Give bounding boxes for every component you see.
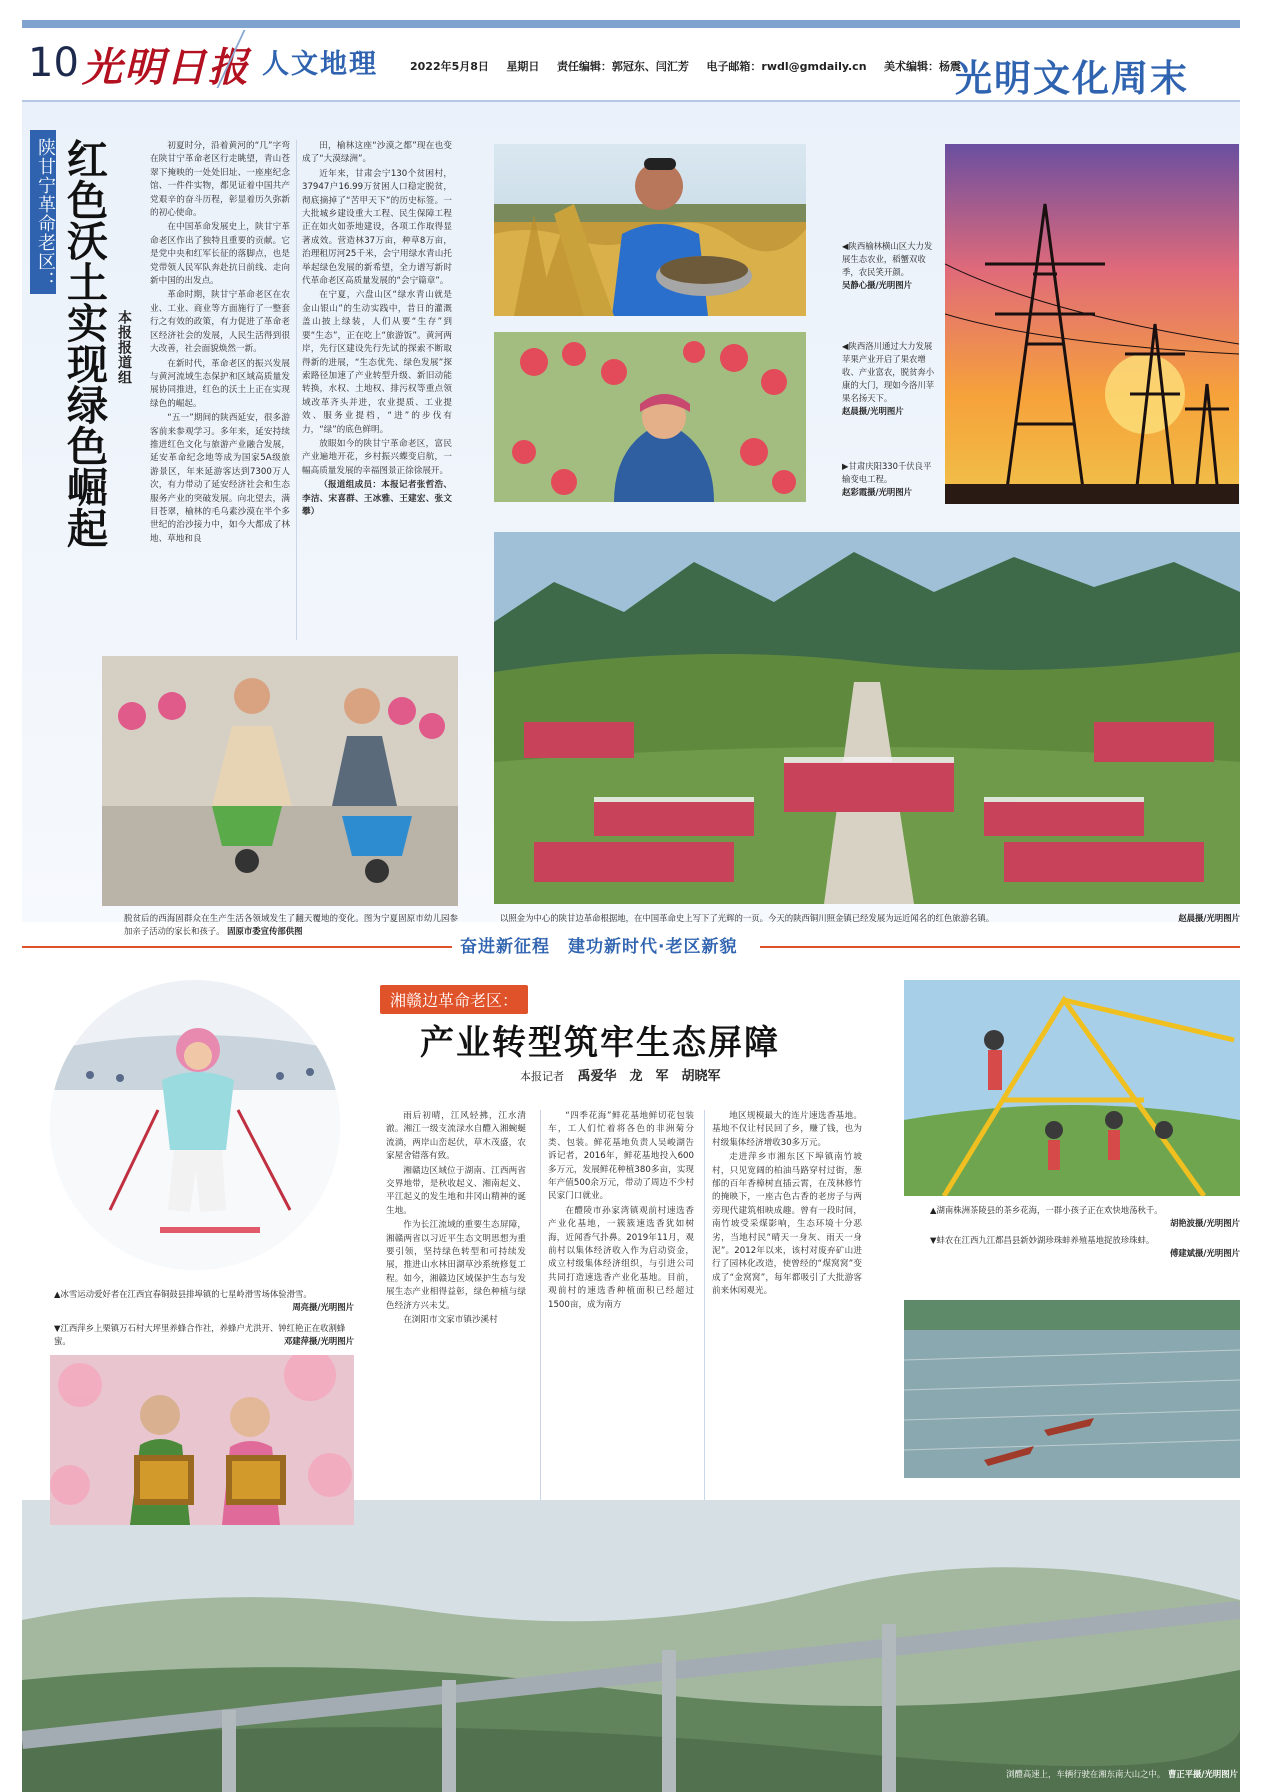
paragraph: 雨后初晴，江风轻拂，江水清澈。湘江一级支流渌水自醴入湘蜿蜒流淌，两岸山峦起伏，草木茂盛，农家屋舍错落有致。 bbox=[386, 1111, 526, 1162]
header-email: 电子邮箱：rwdl@gmdaily.cn bbox=[706, 60, 867, 73]
farmer-caption: ◀陕西榆林横山区大力发展生态农业，稻蟹双收季，农民笑开颜。 吴静心摄/光明图片 bbox=[842, 241, 933, 290]
paragraph: 在浏阳市文家市镇沙溪村 bbox=[403, 1315, 498, 1326]
aerial-caption: 以照金为中心的陕甘边革命根据地，在中国革命史上写下了光辉的一页。今天的陕西铜川照金镇已经发展为远近闻名的红色旅游名镇。 赵晨摄/光明图片 bbox=[500, 913, 1240, 923]
beekeeper-photo bbox=[50, 1355, 354, 1525]
column-rule bbox=[540, 1110, 541, 1500]
header-weekday: 星期日 bbox=[506, 60, 540, 73]
apple-orchard-photo bbox=[494, 332, 806, 502]
paragraph: 放眼如今的陕甘宁革命老区，富民产业遍地开花，乡村振兴蝶变启航，一幅高质量发展的幸福图景正徐徐展开。 bbox=[302, 438, 452, 476]
apple-caption: ◀陕西洛川通过大力发展苹果产业开启了果农增收、产业富农，脱贫奔小康的大门，现如今洛川苹果名扬天下。 赵晨摄/光明图片 bbox=[842, 341, 935, 416]
photo-credit: 吴静心摄/光明图片 bbox=[842, 280, 913, 290]
story1-tag: 陕甘宁革命老区： bbox=[30, 130, 56, 294]
photo-credit: 傅建斌摄/光明图片 bbox=[1169, 1248, 1240, 1258]
paragraph: 地区规模最大的连片速选香基地。基地不仅让村民回了乡，赚了钱，也为村级集体经济增收30多万元。 bbox=[712, 1111, 862, 1148]
bridge-caption: 浏醴高速上，车辆行驶在湘东南大山之中。 曹正平摄/光明图片 bbox=[1006, 1769, 1238, 1779]
paragraph: 湘赣边区域位于湖南、江西两省交界地带，是秋收起义、湘南起义、平江起义的发生地和井冈山精神的诞生地。 bbox=[386, 1165, 526, 1216]
masthead-logo: 光明日报 bbox=[82, 44, 250, 91]
paragraph: 在醴陵市孙家湾镇观前村速选香产业化基地，一簇簇速选香犹如树海，近闻香气扑鼻。2019年11月，观前村以集体经济收入作为启动资金，成立村级集体经济组织，与引进公司共同打造速选香产业化基地。目前，观前村的速选香种植面积已经超过1500亩，成为南方 bbox=[548, 1205, 694, 1310]
kids-caption: 脱贫后的西海固群众在生产生活各领域发生了翻天覆地的变化。图为宁夏固原市幼儿园参加亲子活动的家长和孩子。 固原市委宣传部供图 bbox=[124, 913, 458, 936]
bridge-landscape-photo bbox=[22, 1500, 1240, 1792]
photo-credit: 曹正平摄/光明图片 bbox=[1167, 1769, 1238, 1779]
paragraph: “五一”期间的陕西延安，很多游客前来参观学习。多年来，延安持续推进红色文化与旅游产业融合发展，延安革命纪念地等成为国家5A级旅游景区，年来延游客达到7300万人次，有力带动了延安经济社会和生态服务产业的突破发展。向北望去，满目苍翠，榆林的毛乌素沙漠在半个多世纪的治沙接力中，如今大都成了林地、草地和良 bbox=[150, 413, 290, 544]
paragraph: 革命时期，陕甘宁革命老区在农业、工业、商业等方面施行了一整套行之有效的政策，有力促进了革命老区经济社会的发展，人民生活得到很大改善，社会面貌焕然一新。 bbox=[150, 290, 290, 355]
header-meta bbox=[410, 58, 975, 74]
header-art-editor: 美术编辑：杨震 bbox=[884, 60, 962, 73]
story2-title: 产业转型筑牢生态屏障 bbox=[420, 1023, 780, 1063]
story1-byline: 本报报道组 bbox=[116, 310, 132, 385]
story2-authors: 禹爱华 龙 军 胡晓军 bbox=[577, 1069, 721, 1084]
paragraph: “四季花海”鲜花基地鲜切花包装车，工人们忙着将各色的非洲菊分类、包装。鲜花基地负责人吴峻湖告诉记者，2016年，鲜花基地投入600多万元，发展鲜花种植380多亩，实现年产值500余万元，带动了周边不少村民家门口就业。 bbox=[548, 1111, 694, 1202]
photo-credit: 赵晨摄/光明图片 bbox=[1178, 913, 1240, 923]
paragraph: 在宁夏，六盘山区“绿水青山就是金山银山”的生动实践中，昔日的灌溉盖山披上绿装，人们从要“生存”到要“生态”，正在吃上“旅游饭”。黄河两岸，先行区建设先行先试的探索不断取得新的进展，“生态优先、绿色发展”探索路径加速了产业转型升级、新旧动能转换，水权、土地权、排污权等重点领域改革齐头并进，农业提质、工业提效、服务业提档，“进”的步伐有力，“绿”的底色鲜明。 bbox=[302, 290, 452, 435]
swing-caption: ▲湖南株洲茶陵县的茶乡花海，一群小孩子正在欢快地荡秋千。 胡艳波摄/光明图片 bbox=[930, 1205, 1240, 1228]
photo-credit: 赵彩霞摄/光明图片 bbox=[842, 487, 913, 497]
banner-title: 奋进新征程 建功新时代·老区新貌 bbox=[460, 937, 738, 957]
page-number: 10 bbox=[28, 40, 79, 86]
column-rule bbox=[704, 1110, 705, 1500]
bee-caption: ▼江西萍乡上栗镇万石村大坪里养蜂合作社，养蜂户尤洪开、钟红艳正在收割蜂蜜。 邓建萍摄/光明图片 bbox=[54, 1323, 354, 1346]
header-date: 2022年5月8日 bbox=[410, 60, 489, 73]
story2-column-1 bbox=[386, 1110, 526, 1500]
swing-park-photo bbox=[904, 980, 1240, 1196]
pearl-lake-photo bbox=[904, 1300, 1240, 1478]
banner-rule-right bbox=[760, 946, 1240, 948]
story2-tag: 湘赣边革命老区： bbox=[380, 985, 528, 1014]
photo-credit: 赵晨摄/光明图片 bbox=[842, 406, 904, 416]
paragraph: 在新时代，革命老区的振兴发展与黄河流域生态保护和区域高质量发展协同推进，红色的沃土上正在实现绿色的崛起。 bbox=[150, 358, 290, 409]
header-editors: 责任编辑：郭冠东、闫汇芳 bbox=[556, 60, 689, 73]
column-rule bbox=[296, 140, 297, 640]
paragraph: 走进萍乡市湘东区下埠镇南竹坡村，只见宽阔的柏油马路穿村过街，葱郁的百年香樟树直插云霄，在茂林修竹的掩映下，一座古色古香的老房子与两旁现代建筑相映成趣。曾有一段时间，南竹坡受采煤影响，生态环境十分恶劣，当地村民“晴天一身灰、雨天一身泥”。2012年以来，该村对废弃矿山进行了园林化改造，使曾经的“煤窝窝”变成了“金窝窝”，每年都吸引了大批游客前来休闲观光。 bbox=[712, 1152, 862, 1297]
section-title: 人文地理 bbox=[262, 49, 378, 80]
story2-column-2 bbox=[548, 1110, 694, 1500]
lake-caption: ▼蚌农在江西九江都昌县新妙湖珍珠蚌养殖基地捉放珍珠蚌。 傅建斌摄/光明图片 bbox=[930, 1235, 1240, 1258]
paragraph: 在中国革命发展史上，陕甘宁革命老区作出了独特且重要的贡献。它是党中央和红军长征的落脚点，也是党带领人民军队奔赴抗日前线、走向新中国的出发点。 bbox=[150, 222, 290, 287]
photo-credit: 邓建萍摄/光明图片 bbox=[283, 1336, 354, 1346]
kids-activity-photo bbox=[102, 656, 458, 906]
paragraph: （报道组成员：本报记者张哲浩、李洁、宋喜群、王冰雅、王建宏、张文攀） bbox=[302, 480, 452, 517]
ski-photo bbox=[50, 980, 340, 1270]
paragraph: 初夏时分，沿着黄河的“几”字弯在陕甘宁革命老区行走眺望，青山苍翠下掩映的一处处旧址、一座座纪念馆、一件件实物，都见证着中国共产党艰辛的奋斗历程，彰显着历久弥新的初心使命。 bbox=[150, 141, 290, 219]
photo-credit: 周亮摄/光明图片 bbox=[292, 1302, 354, 1312]
weekly-title: 光明文化周末 bbox=[955, 56, 1189, 100]
story1-column-2 bbox=[302, 140, 452, 640]
story1-column-1 bbox=[150, 140, 290, 640]
story2-byline: 本报记者 禹爱华 龙 军 胡晓军 bbox=[520, 1069, 721, 1084]
farmer-photo bbox=[494, 144, 806, 316]
photo-credit: 固原市委宣传部供图 bbox=[227, 926, 303, 936]
story2-column-3 bbox=[712, 1110, 862, 1500]
paragraph: 近年来，甘肃会宁130个贫困村，37947户16.99万贫困人口稳定脱贫，彻底摘掉了“苦甲天下”的历史标签。一大批城乡建设重大工程、民生保障工程正在如火如荼地建设，各项工作取得显著成效。营造林37万亩，种草8万亩，治理租厉河25千米，会宁用绿水青山托举起绿色发展的新希望，全力谱写新时代革命老区高质量发展的“会宁篇章”。 bbox=[302, 168, 452, 287]
photo-credit: 胡艳波摄/光明图片 bbox=[1169, 1218, 1240, 1228]
paragraph: 田，榆林这座“沙漠之都”现在也变成了“大漠绿洲”。 bbox=[302, 141, 452, 165]
aerial-town-photo bbox=[494, 532, 1240, 904]
power-tower-photo bbox=[945, 144, 1239, 504]
top-bar bbox=[22, 20, 1240, 28]
banner-rule-left bbox=[22, 946, 452, 948]
paragraph: 作为长江流域的重要生态屏障，湘赣两省以习近平生态文明思想为重要引领，坚持绿色转型和可持续发展，推进山水林田湖草沙系统修复工程。如今，湘赣边区域保护生态与发展生态产业相得益彰，绿色种植与绿色经济方兴未艾。 bbox=[386, 1220, 526, 1311]
tower-caption: ▶甘肃庆阳330千伏良平输变电工程。 赵彩霞摄/光明图片 bbox=[842, 461, 932, 497]
story1-title: 红色沃土实现绿色崛起 bbox=[60, 138, 108, 548]
ski-caption: ▲冰雪运动爱好者在江西宜春铜鼓县排埠镇的七星岭滑雪场体验滑雪。 周亮摄/光明图片 bbox=[54, 1289, 354, 1312]
